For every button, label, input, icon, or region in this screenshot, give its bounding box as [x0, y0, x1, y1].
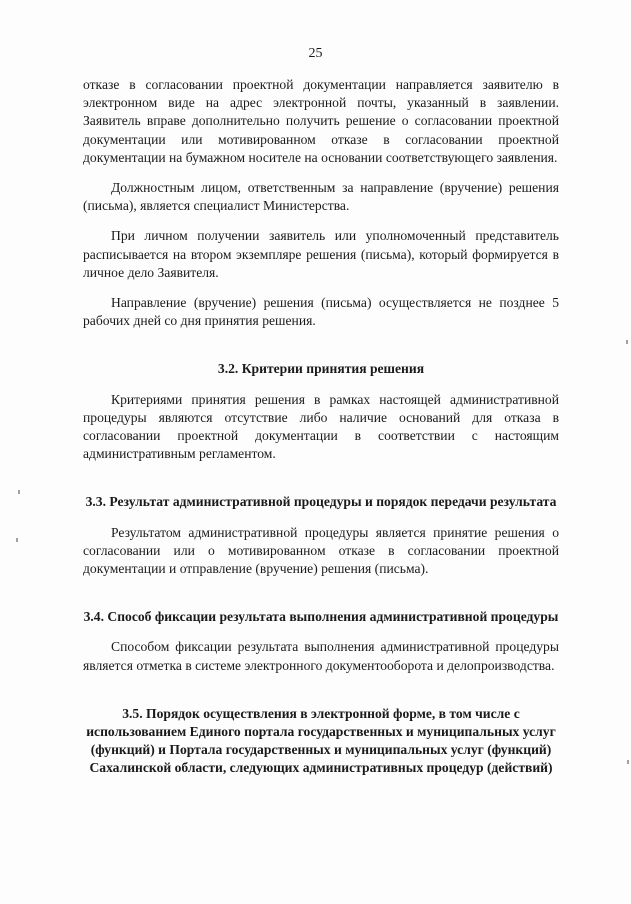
scan-artifact — [626, 340, 628, 344]
scan-artifact — [18, 490, 20, 494]
paragraph-result-recording: Способом фиксации результата выполнения административной процедуры является отметка в системе электронного документооборота и делопроизводства. — [83, 639, 559, 673]
scan-artifact — [16, 538, 18, 542]
paragraph-personal-receipt: При личном получении заявитель или уполномоченный представитель расписывается на втором экземпляре решения (письма), который формируется в личное дело Заявителя. — [83, 228, 559, 280]
heading-3-3: 3.3. Результат административной процедуры и порядок передачи результата — [85, 494, 557, 510]
heading-3-4: 3.4. Способ фиксации результата выполнения административной процедуры — [83, 609, 559, 625]
heading-3-5: 3.5. Порядок осуществления в электронной форме, в том числе с использованием Единого портала государственных и муниципальных услуг (функций) и Портала государственных и муниципальных услуг (функций) Сахалинской области, следующих административных процедур (действий) — [86, 705, 556, 776]
paragraph-continuation: отказе в согласовании проектной документации направляется заявителю в электронном виде на адрес электронной почты, указанный в заявлении. Заявитель вправе дополнительно получить решение о согласовании проектной документации или мотивированном отказе в согласовании проектной документации на бумажном носителе на основании соответствующего заявления. — [83, 77, 559, 165]
document-body — [83, 76, 559, 778]
paragraph-decision-criteria: Критериями принятия решения в рамках настоящей административной процедуры являются отсутствие либо наличие оснований для отказа в согласовании проектной документации в соответствии с настоящим административным регламентом. — [83, 391, 559, 462]
paragraph-responsible-official: Должностным лицом, ответственным за направление (вручение) решения (письма), является специалист Министерства. — [83, 180, 559, 214]
heading-3-2: 3.2. Критерии принятия решения — [217, 361, 425, 377]
paragraph-procedure-result: Результатом административной процедуры является принятие решения о согласовании или о мотивированном отказе в согласовании проектной документации и отправление (вручение) решения (письма). — [83, 524, 559, 577]
page-number: 25 — [308, 46, 323, 61]
paragraph-delivery-deadline: Направление (вручение) решения (письма) осуществляется не позднее 5 рабочих дней со дня принятия решения. — [83, 295, 559, 329]
scan-artifact — [627, 760, 629, 764]
